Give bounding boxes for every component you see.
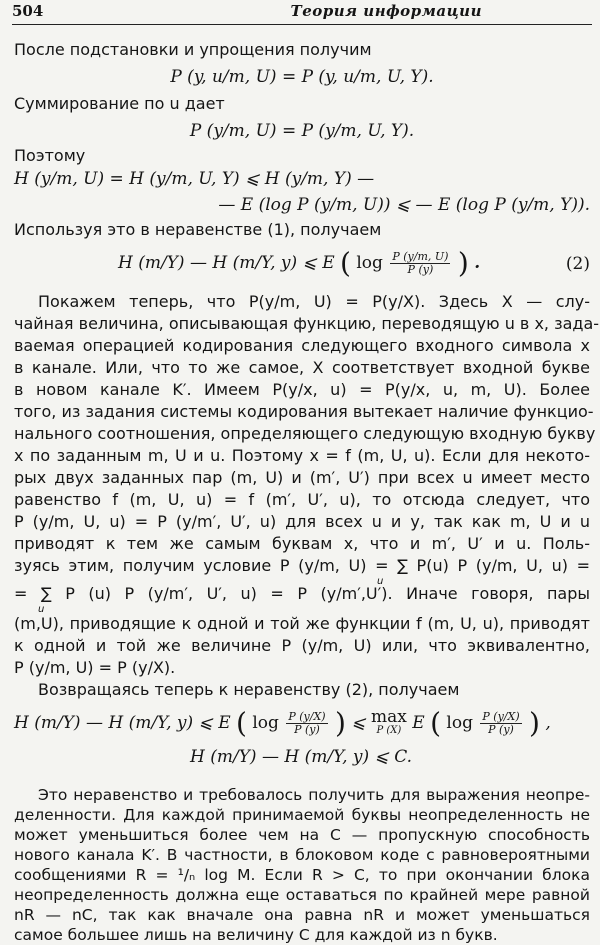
equation-number: (2) <box>565 254 590 274</box>
text-line: Возвращаясь теперь к неравенству (2), получаем <box>38 680 460 699</box>
right-paren: ) <box>457 246 469 280</box>
text-line: P (y/m, U) = P (y/X). <box>14 658 176 677</box>
fraction <box>390 251 450 276</box>
text-line: x по заданным m, U и u. Поэтому x = f (m, U, u). Если для некото- <box>14 446 590 465</box>
text-line: Суммирование по u дает <box>14 94 225 113</box>
text-line: нового канала K′. В частности, в блоковом коде с равновероятными <box>14 846 590 864</box>
equation-2 <box>118 248 480 279</box>
equation: H (y/m, U) = H (y/m, U, Y) ⩽ H (y/m, Y) — <box>14 169 375 189</box>
text-line: приводят к тем же самым буквам x, что и m′, U′ и u. Поль- <box>14 534 590 553</box>
text-line: в новом канале K′. Имеем P(y/x, u) = P(y/x, u, m, U). Более <box>14 380 590 399</box>
equation: H (m/Y) — H (m/Y, y) ⩽ C. <box>190 747 413 767</box>
text-line: самое большее лишь на величину C для каждой из n букв. <box>14 926 498 944</box>
text-line: равенство f (m, U, u) = f (m′, U′, u), то отсюда следует, что <box>14 490 590 509</box>
left-paren: ( <box>236 706 247 740</box>
equation: — E (log P (y/m, U)) ⩽ — E (log P (y/m, Y)). <box>218 195 590 215</box>
fraction-numerator: P (y/X) <box>482 710 520 723</box>
text-line: рых двух заданных пар (m, U) и (m′, U′) при всех u имеет место <box>14 468 590 487</box>
fraction-denominator: P (y) <box>488 723 514 736</box>
sum-index: u <box>377 576 384 587</box>
right-paren: ) <box>529 706 540 740</box>
fraction-numerator: P (y/X) <box>288 710 326 723</box>
text-line: чайная величина, описывающая функцию, переводящую u в x, зада- <box>14 314 600 333</box>
inequality-left: H (m/Y) — H (m/Y, y) ⩽ E <box>14 713 231 733</box>
text-line: неопределенность должна еще оставаться по крайней мере равной <box>14 886 590 904</box>
log-op: log <box>356 253 383 273</box>
equation: P (y/m, U) = P (y/m, U, Y). <box>189 121 415 141</box>
max-operator <box>370 706 407 738</box>
fraction-denominator: P (y) <box>294 723 320 736</box>
max-label: max <box>370 706 407 727</box>
text-line: ваемая операцией кодирования следующего входного символа x <box>14 336 590 355</box>
text-line: Используя это в неравенстве (1), получаем <box>14 220 382 239</box>
text-line: того, из задания системы кодирования вытекает наличие функцио- <box>14 402 594 421</box>
text-line: Покажем теперь, что P(y/m, U) = P(y/X). Здесь X — слу- <box>38 292 590 311</box>
left-paren: ( <box>430 706 441 740</box>
right-paren: ) <box>334 706 346 740</box>
running-title: Теория информации <box>290 2 482 20</box>
sum-index: u <box>38 604 45 615</box>
text-line: nR — nC, так как вначале она равна nR и может уменьшаться <box>14 906 590 924</box>
text-line: = ∑ P (u) P (y/m′, U′, u) = P (y/m′,U′). Иначе говоря, пары <box>14 584 590 603</box>
equation-period: . <box>474 253 481 273</box>
fraction-denominator: P (y) <box>407 263 434 276</box>
expectation: E <box>412 713 425 733</box>
equation-comma: , <box>545 713 551 733</box>
le-sign: ⩽ <box>351 713 366 733</box>
text-line: P (y/m, U, u) = P (y/m′, U′, u) для всех u и y, так как m, U и u <box>14 512 590 531</box>
text-line: После подстановки и упрощения получим <box>14 40 372 59</box>
fraction <box>480 711 521 736</box>
fraction <box>286 711 327 736</box>
max-subscript: P (X) <box>376 724 402 736</box>
equation-left: H (m/Y) — H (m/Y, y) ⩽ E <box>118 253 335 273</box>
inequality <box>14 708 551 739</box>
page-header <box>12 2 592 25</box>
text-line: Поэтому <box>14 146 86 165</box>
text-line: деленности. Для каждой принимаемой буквы неопределенность не <box>14 806 590 824</box>
text-line: зуясь этим, получим условие P (y/m, U) = ∑ P(u) P (y/m, U, u) = <box>14 556 590 575</box>
text-line: нального соотношения, определяющего следующую входную букву <box>14 424 596 443</box>
text-line: может уменьшиться более чем на C — пропускную способность <box>14 826 590 844</box>
text-line: (m,U), приводящие к одной и той же функции f (m, U, u), приводят <box>14 614 590 633</box>
text-line: к одной и той же величине P (y/m, U) или, что эквивалентно, <box>14 636 590 655</box>
text-line: сообщениями R = ¹/ₙ log M. Если R > C, то при окончании блока <box>14 866 590 884</box>
equation: P (y, u/m, U) = P (y, u/m, U, Y). <box>170 67 434 87</box>
log-op: log <box>252 713 279 733</box>
text-line: Это неравенство и требовалось получить для выражения неопре- <box>38 786 590 804</box>
text-line: в канале. Или, что то же самое, X соответствует входной букве <box>14 358 590 377</box>
fraction-numerator: P (y/m, U) <box>392 250 449 263</box>
page-number: 504 <box>12 2 44 20</box>
log-op: log <box>446 713 473 733</box>
left-paren: ( <box>340 246 351 280</box>
